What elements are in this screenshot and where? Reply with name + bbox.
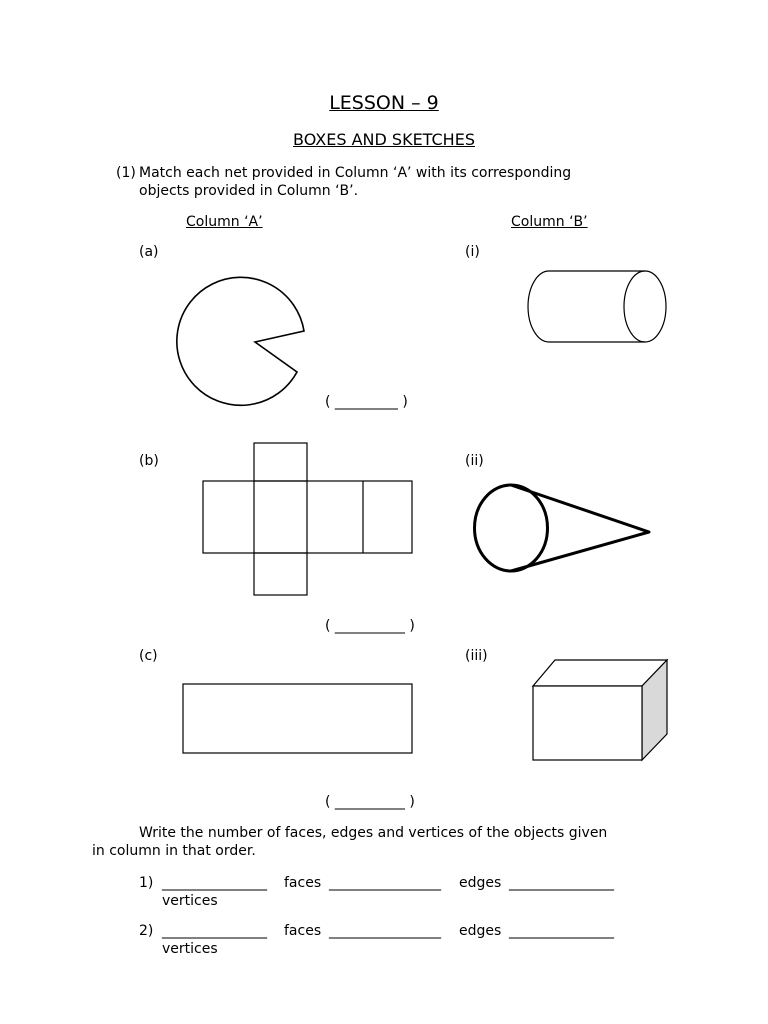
answer-line-1-number: 1) [139,875,154,891]
item-iii-label: (iii) [465,648,488,664]
question-1-text-line1: Match each net provided in Column ‘A’ with its corresponding [139,165,572,181]
answer-line-2-vertices-label: vertices [162,941,218,957]
question-1-number: (1) [116,165,136,181]
item-i-label: (i) [465,244,480,260]
answer-line-1-vertices-label: vertices [162,893,218,909]
answer-blank-b[interactable]: ( __________ ) [325,618,415,634]
answer-line-2-number: 2) [139,923,154,939]
rectangle-net-icon [180,681,416,757]
page-subtitle: BOXES AND SKETCHES [293,130,475,149]
answer-blank-a[interactable]: ( _________ ) [325,394,408,410]
cuboid-icon [529,657,671,764]
cuboid-net-icon [200,440,416,600]
answer-line-2-faces-blank[interactable]: _______________ [162,923,267,939]
page-title: LESSON – 9 [329,92,439,114]
question-2-text-line1: Write the number of faces, edges and vertices of the objects given [139,825,608,841]
column-a-header: Column ‘A’ [186,214,263,230]
answer-line-2-vertices-blank[interactable]: _______________ [509,923,614,939]
item-a-label: (a) [139,244,159,260]
answer-line-1-edges-blank[interactable]: ________________ [329,875,441,891]
answer-line-1-faces-label: faces [284,875,322,891]
answer-line-2-faces-label: faces [284,923,322,939]
answer-line-1-faces-blank[interactable]: _______________ [162,875,267,891]
column-b-header: Column ‘B’ [511,214,588,230]
circle-sector-net-icon [180,270,315,410]
question-2-text-line2: in column in that order. [92,843,256,859]
item-ii-label: (ii) [465,453,484,469]
answer-line-1-vertices-blank[interactable]: _______________ [509,875,614,891]
item-b-label: (b) [139,453,159,469]
answer-blank-c[interactable]: ( __________ ) [325,794,415,810]
answer-line-2-edges-blank[interactable]: ________________ [329,923,441,939]
answer-line-2-edges-label: edges [459,923,502,939]
cone-icon [468,480,656,578]
cylinder-icon [522,266,672,348]
item-c-label: (c) [139,648,158,664]
answer-line-1-edges-label: edges [459,875,502,891]
question-1-text-line2: objects provided in Column ‘B’. [139,183,359,199]
